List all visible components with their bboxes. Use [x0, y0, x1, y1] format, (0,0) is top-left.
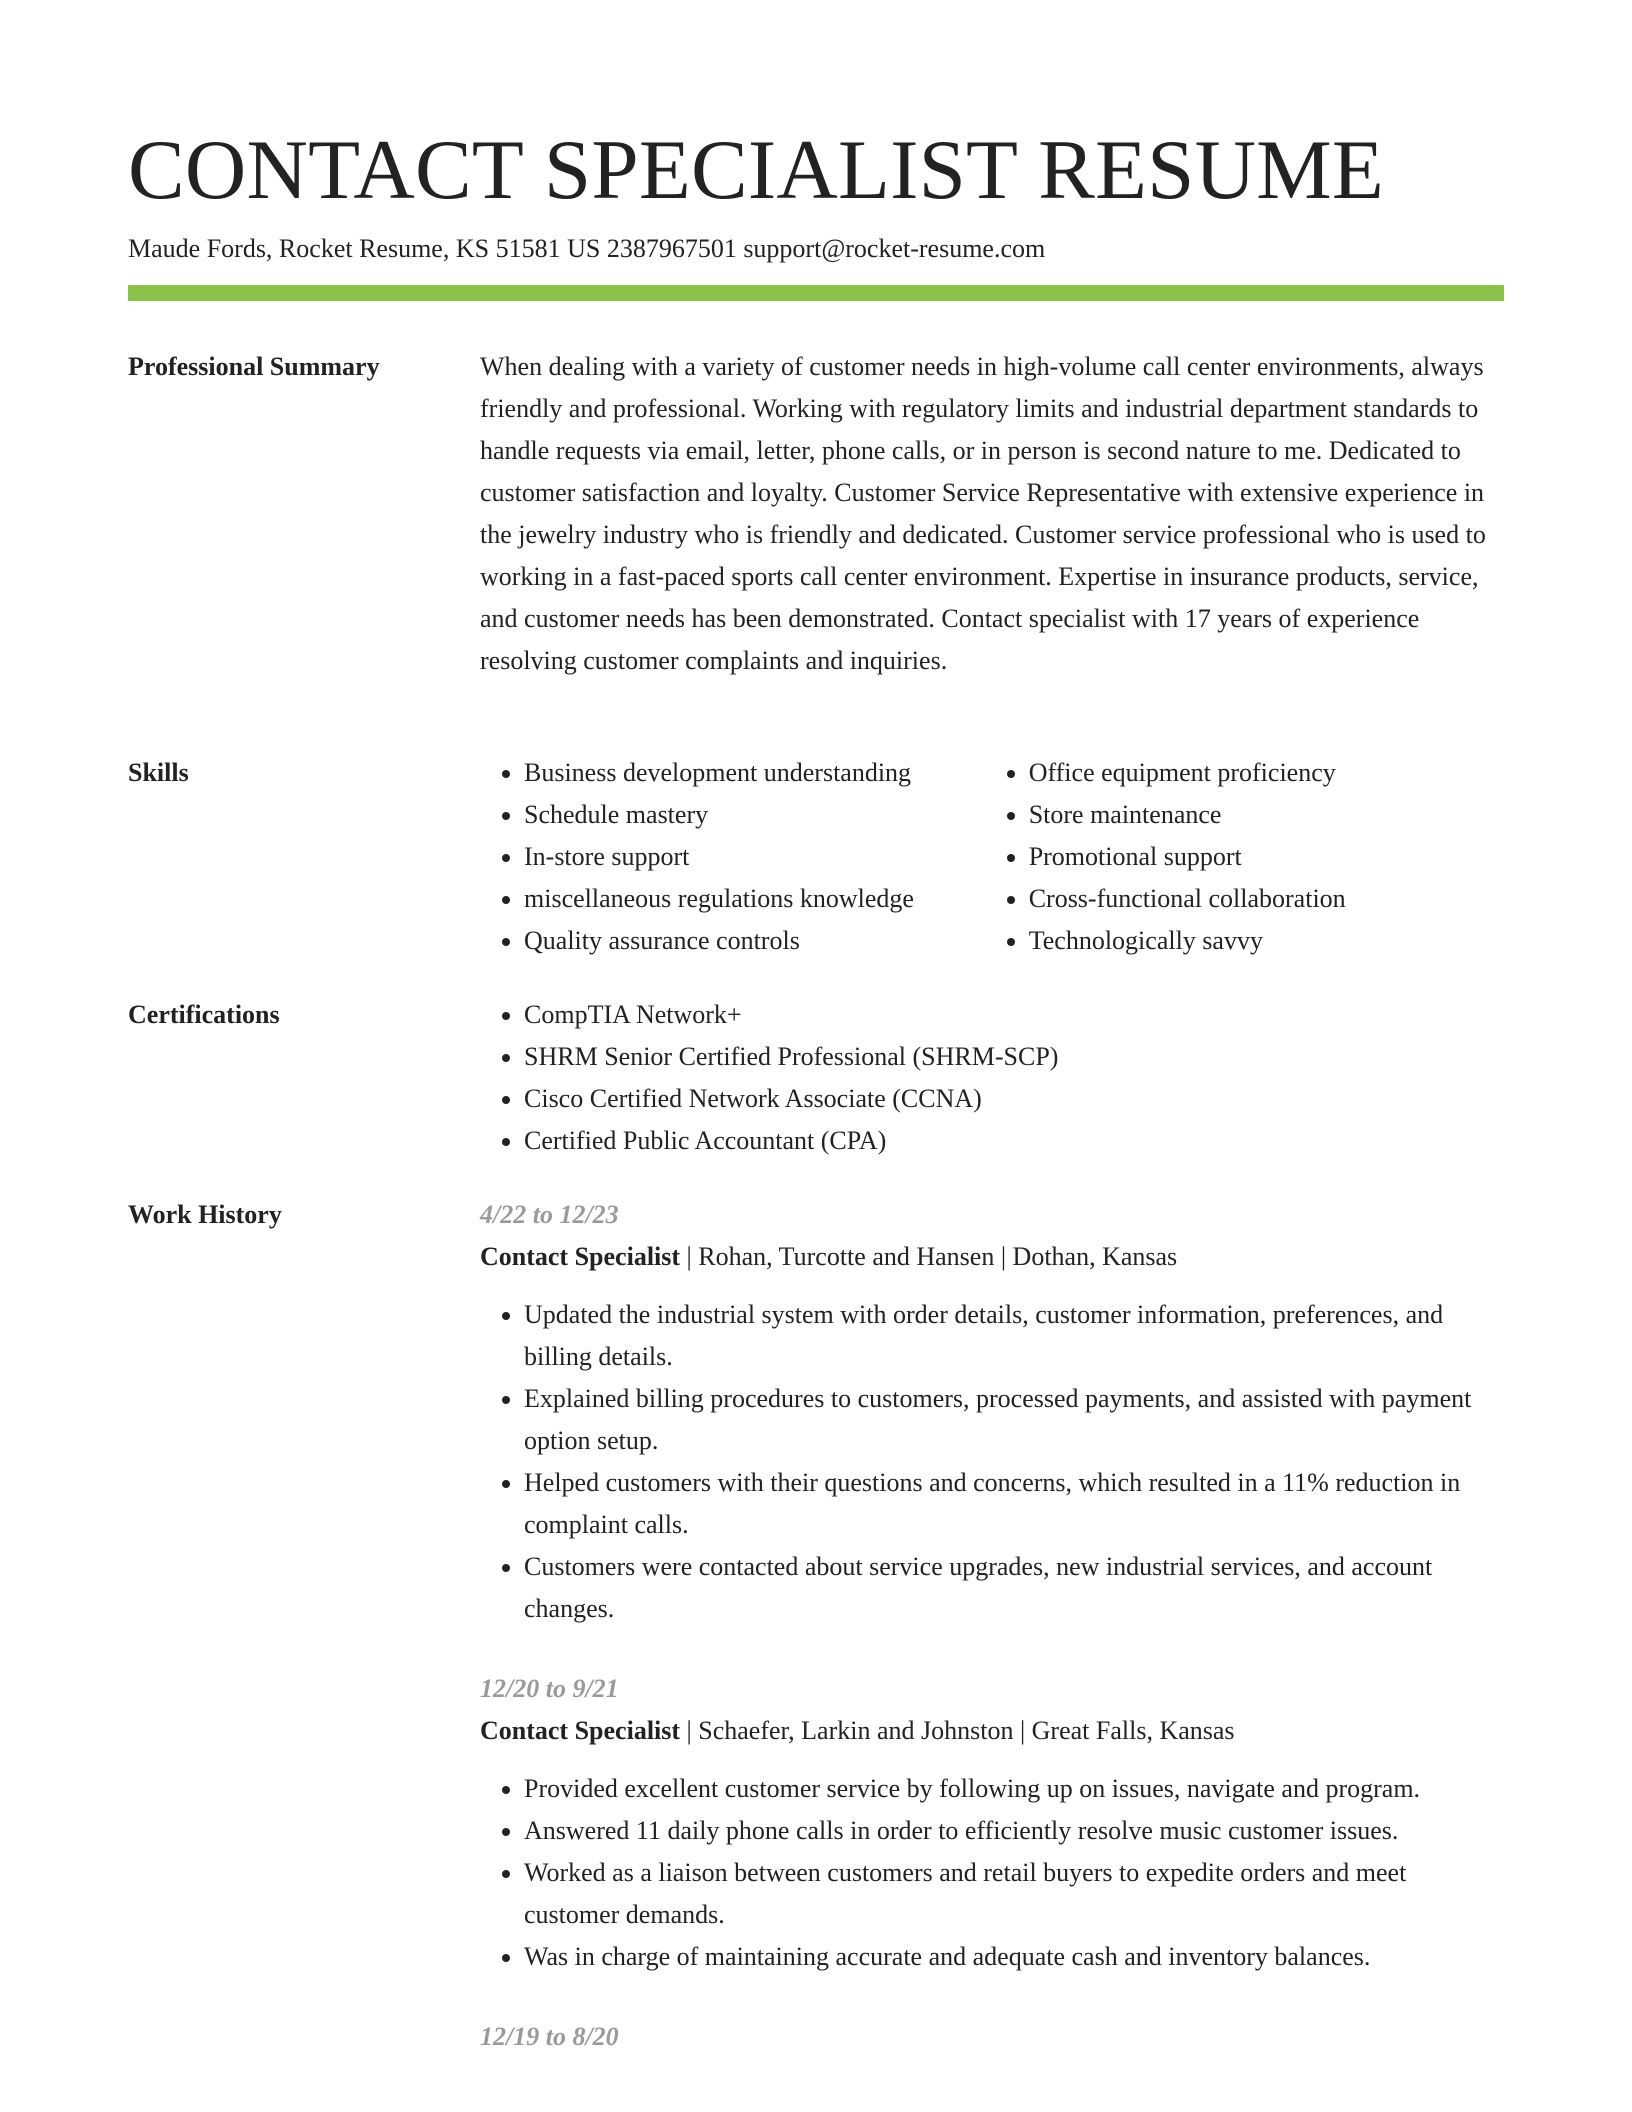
list-item: • CompTIA Network+ — [524, 994, 1504, 1036]
skills-body — [480, 752, 1504, 962]
job-dates: 12/20 to 9/21 — [480, 1674, 619, 1703]
list-item: • Was in charge of maintaining accurate and adequate cash and inventory balances. — [524, 1936, 1504, 1978]
list-item: • Cisco Certified Network Associate (CCNA) — [524, 1078, 1504, 1120]
list-item: • Customers were contacted about service upgrades, new industrial services, and account changes. — [524, 1546, 1504, 1630]
page-title: CONTACT SPECIALIST RESUME — [128, 123, 1385, 217]
job-dates: 4/22 to 12/23 — [480, 1200, 619, 1229]
summary-label: Professional Summary — [128, 352, 380, 381]
job-heading — [480, 1236, 1504, 1278]
contact-info: Maude Fords, Rocket Resume, KS 51581 US 2387967501 support@rocket-resume.com — [128, 234, 1046, 263]
list-item: • Technologically savvy — [1029, 920, 1504, 962]
list-item: • SHRM Senior Certified Professional (SHRM-SCP) — [524, 1036, 1504, 1078]
job-entry — [480, 1668, 1504, 1978]
job-entry — [480, 2016, 1504, 2058]
list-item: • miscellaneous regulations knowledge — [524, 878, 985, 920]
list-item: • Cross-functional collaboration — [1029, 878, 1504, 920]
skills-list-left — [480, 752, 985, 962]
header-divider — [128, 285, 1504, 301]
list-item: • Provided excellent customer service by following up on issues, navigate and program. — [524, 1768, 1504, 1810]
job-entry — [480, 1194, 1504, 1630]
certifications-body — [480, 994, 1504, 1162]
list-item: • Business development understanding — [524, 752, 985, 794]
list-item: • Worked as a liaison between customers and retail buyers to expedite orders and meet customer demands. — [524, 1852, 1504, 1936]
list-item: • Certified Public Accountant (CPA) — [524, 1120, 1504, 1162]
job-bullets — [480, 1294, 1504, 1630]
job-heading — [480, 1710, 1504, 1752]
list-item: • Explained billing procedures to customers, processed payments, and assisted with payment option setup. — [524, 1378, 1504, 1462]
work-history-label: Work History — [128, 1200, 282, 1229]
certifications-label: Certifications — [128, 1000, 280, 1029]
list-item: • Answered 11 daily phone calls in order to efficiently resolve music customer issues. — [524, 1810, 1504, 1852]
skills-label: Skills — [128, 758, 189, 787]
job-title: Contact Specialist — [480, 1716, 681, 1745]
job-company-location: | Rohan, Turcotte and Hansen | Dothan, Kansas — [680, 1242, 1178, 1271]
certifications-list — [480, 994, 1504, 1162]
skills-list-right — [985, 752, 1504, 962]
job-dates: 12/19 to 8/20 — [480, 2022, 619, 2051]
list-item: • Office equipment proficiency — [1029, 752, 1504, 794]
work-history-body — [480, 1194, 1504, 2096]
list-item: • In-store support — [524, 836, 985, 878]
summary-text: When dealing with a variety of customer needs in high-volume call center environments, always friendly and professional. Working with regulatory limits and industrial department standards to handle requests via email, letter, phone calls, or in person is second nature to me. Dedicated to customer satisfaction and loyalty. Customer Service Representative with extensive experience in the jewelry industry who is friendly and dedicated. Customer service professional who is used to working in a fast-paced sports call center environment. Expertise in insurance products, service, and customer needs has been demonstrated. Contact specialist with 17 years of experience resolving customer complaints and inquiries. — [480, 352, 1486, 675]
list-item: • Schedule mastery — [524, 794, 985, 836]
list-item: • Helped customers with their questions and concerns, which resulted in a 11% reduction in complaint calls. — [524, 1462, 1504, 1546]
job-bullets — [480, 1768, 1504, 1978]
summary-body — [480, 346, 1504, 682]
list-item: • Promotional support — [1029, 836, 1504, 878]
job-title: Contact Specialist — [480, 1242, 681, 1271]
list-item: • Updated the industrial system with order details, customer information, preferences, and billing details. — [524, 1294, 1504, 1378]
list-item: • Quality assurance controls — [524, 920, 985, 962]
job-company-location: | Schaefer, Larkin and Johnston | Great Falls, Kansas — [680, 1716, 1235, 1745]
list-item: • Store maintenance — [1029, 794, 1504, 836]
